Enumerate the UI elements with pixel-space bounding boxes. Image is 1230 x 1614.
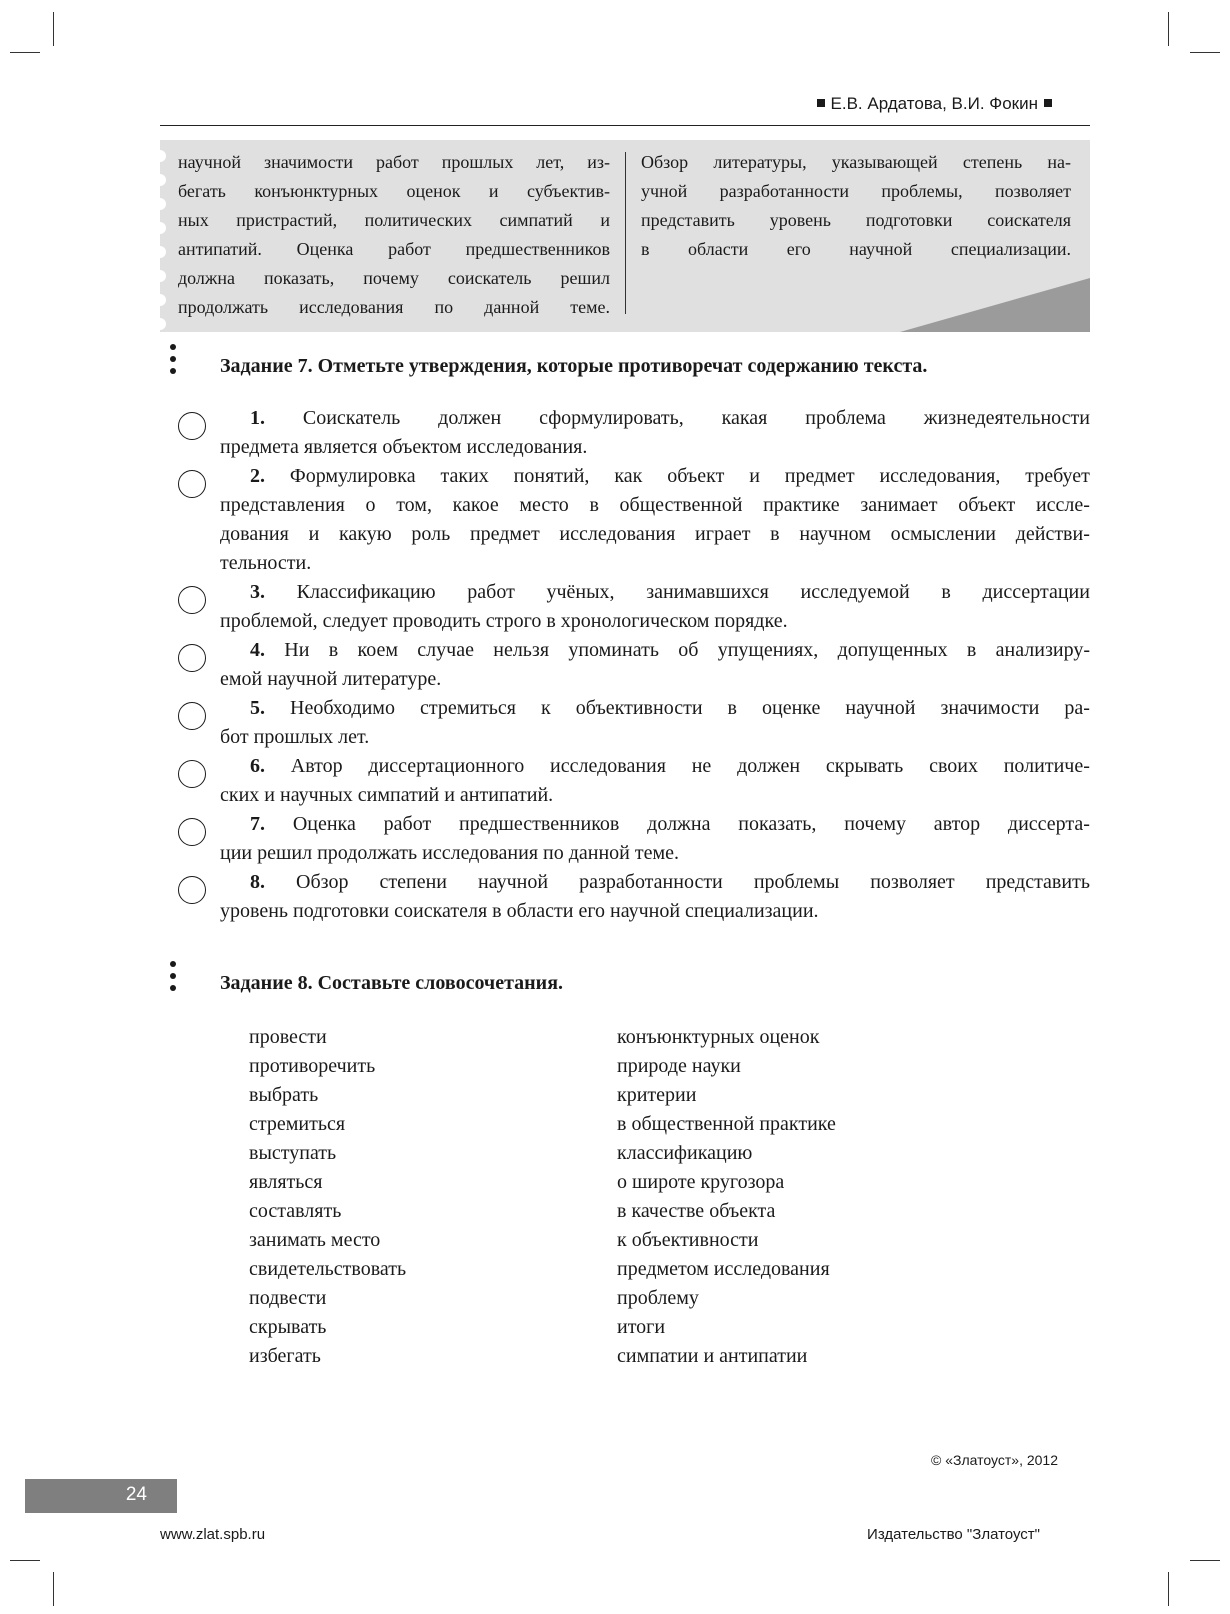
excerpt-word: работ	[376, 152, 419, 172]
excerpt-word: пристрастий,	[236, 210, 338, 230]
statement-line	[220, 491, 1090, 520]
word-item: симпатии и антипатии	[617, 1345, 808, 1367]
answer-checkbox[interactable]	[178, 644, 206, 672]
statement-word: своих	[929, 755, 978, 777]
excerpt-word: решил	[560, 268, 610, 288]
statement-word: скрывать	[825, 755, 904, 777]
statement-word: какая	[721, 407, 768, 429]
excerpt-word: лет,	[536, 152, 565, 172]
statement-number: 3.	[250, 581, 265, 603]
excerpt-word: должна	[178, 268, 235, 288]
task7-statement	[220, 404, 1090, 462]
statement-word: практике	[763, 494, 840, 516]
word-item: предметом исследования	[617, 1258, 830, 1280]
statement-line	[220, 839, 1090, 868]
statement-line	[220, 810, 1090, 839]
crop-mark	[1168, 12, 1169, 46]
excerpt-word: проблемы,	[881, 181, 963, 201]
statement-word: автор	[933, 813, 981, 835]
excerpt-right-column	[641, 148, 1071, 264]
excerpt-word: позволяет	[994, 181, 1071, 201]
statement-word: упоминать	[568, 639, 659, 661]
excerpt-word: исследования	[299, 297, 404, 317]
page-number: 24	[125, 1484, 147, 1505]
excerpt-line	[641, 206, 1071, 235]
statement-number: 7.	[250, 813, 265, 835]
statement-word: в	[770, 523, 780, 545]
statement-word: в	[727, 697, 737, 719]
statement-line	[220, 636, 1090, 665]
crop-mark	[10, 52, 40, 53]
statement-line	[220, 868, 1090, 897]
statement-word: требует	[1025, 465, 1090, 487]
statement-number: 6.	[250, 755, 265, 777]
header-rule	[160, 125, 1090, 126]
crop-mark	[1168, 1572, 1169, 1606]
word-item: критерии	[617, 1084, 697, 1106]
task-marker-icon	[170, 961, 176, 997]
excerpt-word: субъектив-	[526, 181, 610, 201]
excerpt-line	[641, 148, 1071, 177]
statement-line	[220, 694, 1090, 723]
excerpt-word: прошлых	[441, 152, 514, 172]
statement-word: в	[941, 581, 951, 603]
excerpt-word: и	[488, 181, 499, 201]
word-item: стремиться	[249, 1113, 346, 1135]
statement-word: проблема	[805, 407, 886, 429]
answer-checkbox[interactable]	[178, 818, 206, 846]
excerpt-word: предшественников	[465, 239, 610, 259]
statement-word: диссерта-	[1007, 813, 1090, 835]
excerpt-word: значимости	[264, 152, 354, 172]
task7-statement	[220, 752, 1090, 810]
statement-line	[220, 549, 1090, 578]
word-item: о широте кругозора	[617, 1171, 785, 1193]
statement-number: 5.	[250, 697, 265, 719]
statement-line	[220, 607, 1090, 636]
statement-word: должен	[737, 755, 801, 777]
task7-statement	[220, 694, 1090, 752]
binder-ring-icon	[160, 294, 166, 306]
statement-word: действи-	[1015, 523, 1090, 545]
excerpt-word: степень	[962, 152, 1023, 172]
task-marker-icon	[170, 344, 176, 380]
excerpt-word: работ	[388, 239, 431, 259]
statement-word: объективности	[575, 697, 703, 719]
statement-word: должен	[438, 407, 502, 429]
task7-title: Задание 7. Отметьте утверждения, которые противоречат содержанию текста.	[220, 355, 928, 377]
statement-word: диссертационного	[368, 755, 525, 777]
statement-line	[220, 520, 1090, 549]
statement-word: том,	[396, 494, 432, 516]
publisher-name: Издательство "Златоуст"	[867, 1526, 1040, 1543]
text-excerpt-box	[160, 140, 1090, 332]
excerpt-word: показать,	[263, 268, 335, 288]
statement-word: допущенных	[837, 639, 948, 661]
word-item: занимать место	[249, 1229, 381, 1251]
statement-number: 1.	[250, 407, 265, 429]
word-item: итоги	[617, 1316, 666, 1338]
header-authors: Е.В. Ардатова, В.И. Фокин	[830, 94, 1038, 113]
statement-word: предмет	[469, 523, 540, 545]
task7-statement	[220, 868, 1090, 926]
word-item: избегать	[249, 1345, 321, 1367]
statement-number: 8.	[250, 871, 265, 893]
excerpt-word: антипатий.	[178, 239, 262, 259]
crop-mark	[53, 1572, 54, 1606]
statement-word: общественной	[619, 494, 743, 516]
word-item: составлять	[249, 1200, 342, 1222]
statement-word: в	[328, 639, 339, 661]
statement-word: представления	[220, 494, 345, 516]
statement-word: Соискатель	[302, 407, 401, 429]
word-item: конъюнктурных оценок	[617, 1026, 820, 1048]
task7-statement	[220, 636, 1090, 694]
excerpt-word: указывающей	[831, 152, 938, 172]
binder-ring-icon	[160, 222, 166, 234]
running-header	[811, 94, 1058, 114]
answer-checkbox[interactable]	[178, 470, 206, 498]
statement-text: бот прошлых лет.	[220, 726, 370, 748]
excerpt-line	[178, 206, 610, 235]
statement-text: ции решил продолжать исследования по данной теме.	[220, 842, 680, 864]
crop-mark	[53, 12, 54, 46]
statement-word: случае	[417, 639, 474, 661]
statement-word: в	[966, 639, 977, 661]
excerpt-word: симпатий	[499, 210, 573, 230]
statement-line	[220, 404, 1090, 433]
crop-mark	[1190, 1560, 1220, 1561]
statement-word: диссертации	[982, 581, 1090, 603]
statement-word: предшественников	[459, 813, 620, 835]
crop-mark	[10, 1560, 40, 1561]
task8-title: Задание 8. Составьте словосочетания.	[220, 972, 564, 994]
statement-word: и	[308, 523, 320, 545]
word-item: подвести	[249, 1287, 327, 1309]
excerpt-line	[178, 148, 610, 177]
statement-word: к	[541, 697, 551, 719]
statement-line	[220, 723, 1090, 752]
excerpt-left-column	[178, 148, 610, 322]
statement-word: упущениях,	[717, 639, 819, 661]
statement-word: Оценка	[292, 813, 356, 835]
excerpt-word: оценок	[406, 181, 461, 201]
answer-checkbox[interactable]	[178, 702, 206, 730]
statement-word: представить	[985, 871, 1090, 893]
statement-word: иссле-	[1035, 494, 1090, 516]
excerpt-word: продолжать	[178, 297, 269, 317]
statement-word: научной	[845, 697, 916, 719]
word-item: выступать	[249, 1142, 337, 1164]
task7-statement	[220, 462, 1090, 578]
excerpt-word: представить	[641, 210, 735, 230]
statement-word: Автор	[290, 755, 343, 777]
statement-word: значимости	[940, 697, 1040, 719]
statement-word: работ	[467, 581, 515, 603]
word-item: в общественной практике	[617, 1113, 836, 1135]
statement-word: занимает	[860, 494, 938, 516]
excerpt-word: на-	[1047, 152, 1071, 172]
answer-checkbox[interactable]	[178, 412, 206, 440]
statement-word: о	[365, 494, 376, 516]
answer-checkbox[interactable]	[178, 760, 206, 788]
word-item: противоречить	[249, 1055, 376, 1077]
statement-text: емой научной литературе.	[220, 668, 442, 690]
statement-word: объект	[667, 465, 725, 487]
excerpt-word: по	[434, 297, 454, 317]
statement-text: предмета является объектом исследования.	[220, 436, 588, 458]
excerpt-line	[178, 293, 610, 322]
excerpt-word: из-	[587, 152, 610, 172]
excerpt-word: Оценка	[296, 239, 354, 259]
statement-word: научном	[799, 523, 871, 545]
statement-word: научной	[478, 871, 549, 893]
word-item: в качестве объекта	[617, 1200, 776, 1222]
statement-word: работ	[383, 813, 432, 835]
statement-word: сформулировать,	[539, 407, 684, 429]
statement-word: стремиться	[419, 697, 517, 719]
statement-word: позволяет	[870, 871, 955, 893]
excerpt-word: политических	[364, 210, 473, 230]
statement-line	[220, 665, 1090, 694]
statement-word: не	[691, 755, 712, 777]
excerpt-word: литературы,	[713, 152, 807, 172]
excerpt-word: учной	[641, 181, 688, 201]
word-item: классификацию	[617, 1142, 753, 1164]
excerpt-line	[178, 177, 610, 206]
statement-word: Формулировка	[289, 465, 416, 487]
statement-word: объект	[958, 494, 1016, 516]
statement-word: роль	[411, 523, 451, 545]
column-divider	[625, 152, 626, 314]
answer-checkbox[interactable]	[178, 586, 206, 614]
statement-word: дования	[220, 523, 289, 545]
binder-ring-icon	[160, 270, 166, 282]
statement-word: понятий,	[513, 465, 590, 487]
excerpt-word: уровень	[769, 210, 831, 230]
binder-ring-icon	[160, 174, 166, 186]
statement-text: тельности.	[220, 552, 312, 574]
statement-text: уровень подготовки соискателя в области его научной специализации.	[220, 900, 819, 922]
binder-ring-icon	[160, 246, 166, 258]
statement-word: Классификацию	[296, 581, 436, 603]
binder-ring-icon	[160, 318, 166, 330]
statement-word: почему	[844, 813, 906, 835]
excerpt-line: в области его научной специализации.	[641, 239, 1071, 259]
excerpt-word: теме.	[570, 297, 610, 317]
statement-word: коем	[357, 639, 398, 661]
task7-statement	[220, 810, 1090, 868]
square-bullet-icon	[817, 99, 825, 107]
statement-line	[220, 433, 1090, 462]
statement-text: проблемой, следует проводить строго в хронологическом порядке.	[220, 610, 788, 632]
statement-word: осмыслении	[890, 523, 996, 545]
statement-word: Ни	[284, 639, 310, 661]
copyright: © «Златоуст», 2012	[931, 1452, 1058, 1468]
statement-word: таких	[440, 465, 489, 487]
excerpt-word: и	[600, 210, 610, 230]
excerpt-word: соискателя	[987, 210, 1071, 230]
statement-number: 2.	[250, 465, 265, 487]
statement-word: предмет	[784, 465, 855, 487]
statement-line	[220, 897, 1090, 926]
statement-line	[220, 781, 1090, 810]
excerpt-word: конъюнктурных	[254, 181, 379, 201]
statement-word: политиче-	[1003, 755, 1090, 777]
statement-word: ра-	[1064, 697, 1090, 719]
statement-word: как	[614, 465, 643, 487]
corner-decoration	[900, 278, 1090, 332]
statement-word: проблемы	[753, 871, 840, 893]
word-item: скрывать	[249, 1316, 327, 1338]
statement-word: в	[589, 494, 599, 516]
statement-word: играет	[695, 523, 751, 545]
statement-word: степени	[379, 871, 447, 893]
statement-word: учёных,	[546, 581, 615, 603]
excerpt-word: ных	[178, 210, 209, 230]
excerpt-word: бегать	[178, 181, 226, 201]
statement-word: место	[519, 494, 569, 516]
statement-word: жизнедеятельности	[923, 407, 1090, 429]
statement-word: занимавшихся	[646, 581, 769, 603]
statement-word: Необходимо	[290, 697, 395, 719]
word-item: проблему	[617, 1287, 699, 1309]
excerpt-line	[641, 177, 1071, 206]
statement-word: показать,	[738, 813, 817, 835]
statement-number: 4.	[250, 639, 265, 661]
excerpt-word: соискатель	[447, 268, 532, 288]
word-item: к объективности	[617, 1229, 759, 1251]
statement-word: разработанности	[579, 871, 723, 893]
statement-line	[220, 578, 1090, 607]
statement-word: оценке	[762, 697, 821, 719]
statement-text: ских и научных симпатий и антипатий.	[220, 784, 554, 806]
task7-statement	[220, 578, 1090, 636]
answer-checkbox[interactable]	[178, 876, 206, 904]
word-item: провести	[249, 1026, 327, 1048]
crop-mark	[1190, 52, 1220, 53]
statement-word: должна	[647, 813, 711, 835]
statement-word: какую	[338, 523, 392, 545]
word-item: выбрать	[249, 1084, 319, 1106]
statement-word: исследуемой	[800, 581, 910, 603]
excerpt-word: подготовки	[865, 210, 953, 230]
statement-word: об	[678, 639, 699, 661]
excerpt-word: Обзор	[641, 152, 689, 172]
statement-word: нельзя	[493, 639, 550, 661]
site-url: www.zlat.spb.ru	[160, 1526, 266, 1543]
word-item: природе науки	[617, 1055, 741, 1077]
excerpt-word: научной	[178, 152, 242, 172]
excerpt-word: данной	[484, 297, 540, 317]
excerpt-line	[178, 264, 610, 293]
square-bullet-icon	[1044, 99, 1052, 107]
statement-word: исследования	[550, 755, 666, 777]
excerpt-word: почему	[363, 268, 419, 288]
statement-word: какое	[452, 494, 499, 516]
statement-line	[220, 752, 1090, 781]
binder-ring-icon	[160, 150, 166, 162]
statement-word: Обзор	[296, 871, 349, 893]
statement-word: и	[749, 465, 760, 487]
statement-word: исследования,	[879, 465, 1001, 487]
binder-ring-icon	[160, 198, 166, 210]
word-item: свидетельствовать	[249, 1258, 407, 1280]
excerpt-line	[178, 235, 610, 264]
statement-line	[220, 462, 1090, 491]
statement-word: анализиру-	[995, 639, 1090, 661]
word-item: являться	[249, 1171, 323, 1193]
statement-word: исследования	[559, 523, 676, 545]
page-number-bar	[25, 1479, 177, 1513]
excerpt-word: разработанности	[719, 181, 849, 201]
